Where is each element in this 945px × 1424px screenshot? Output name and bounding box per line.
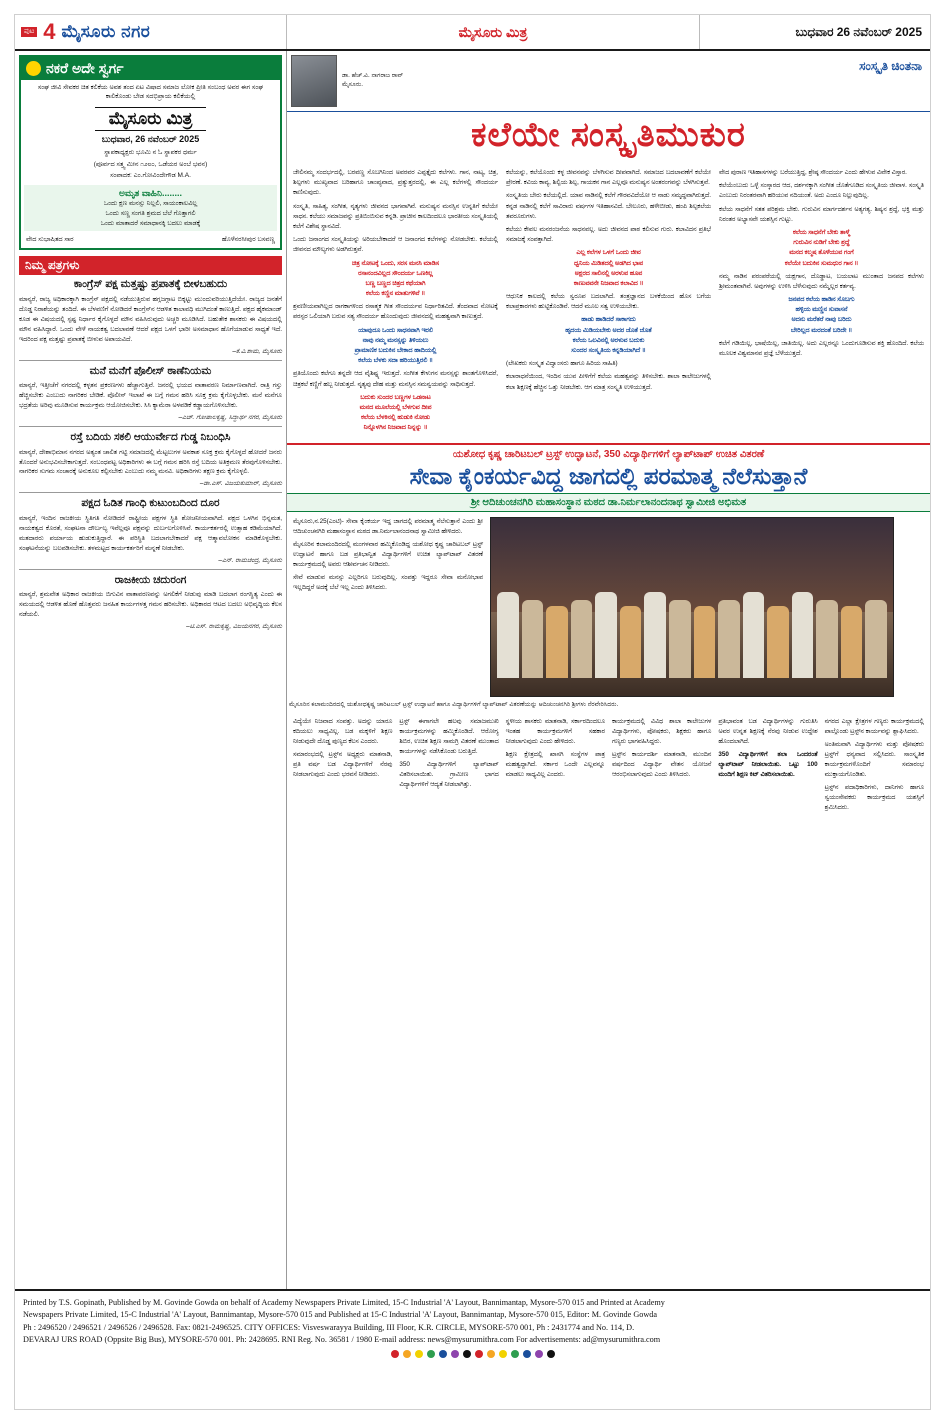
author-meta [342,55,403,90]
footer-line-1: Newspapers Private Limited, 15-C Industrial 'A' Layout, Bannimantap, Mysore-570 015 and Published at 15-C Industrial 'A' Layout, Bannimantap, Mysore-570 015, Editor: M. Govinde Gowda [23,1310,657,1320]
letter-title: ರಸ್ತೆ ಬದಿಯ ಸಕಲಿ ಆಯುರ್ವೇದ ಗುಡ್ಡ ನಿಬಂಧಿಸಿ [70,431,231,443]
amrita-vahini-line-0: ಒಂದು ಕ್ಷಣ ಮನಸ್ಸು ನಿಲ್ಲಲಿ, ಸಾಯಂಕಾಲವಿಲ್ಲ [103,200,198,208]
feature-lead: ಮೈಸೂರು,ನ.25(ಎಂಟಿ)- ಸೇವಾ ಕೈಂಕರ್ಯ ಇದ್ದ ಜಾಗದಲ್ಲಿ ಪರಮಾತ್ಮ ನೆಲೆಸುತ್ತಾನೆ ಎಂದು ಶ್ರೀ ಆದಿಚುಂಚನಗಿರಿ ಮಹಾಸಂಸ್ಥಾನ ಮಠದ ಡಾ.ನಿರ್ಮಲಾನಂದನಾಥ ಸ್ವಾಮೀಜಿ ಹೇಳಿದರು. [293,517,483,535]
feature-para: ಟ್ರಸ್ಟ್ ಈಗಾಗಲೇ ಹಲವು ಸಮಾಜಮುಖಿ ಕಾರ್ಯಕ್ರಮಗಳನ್ನು ಹಮ್ಮಿಕೊಂಡಿದೆ. ಆರೋಗ್ಯ ಶಿಬಿರ, ಉಚಿತ ಶಿಕ್ಷಣ ಸಾಮಗ್ರಿ ವಿತರಣೆ ಮುಂತಾದ ಕಾರ್ಯಗಳನ್ನು ನಡೆಸಿಕೊಂಡು ಬರುತ್ತಿದೆ. [399,717,499,755]
list-item [19,431,282,493]
article-verse: ಜನಪದ ಕಲೆಯ ಹಾಡಿನ ಸೊಬಗು ಹಳ್ಳಿಯ ಮಣ್ಣಿನ ಸುವಾಸನೆ ಅದನು ಮರೆತರೆ ನಾವು ಬರಿದು ಬೇರಿಲ್ಲದ ಮರದಂತೆ ಬರಿದೇ ॥ [788,296,855,334]
article-verse: ಹಾಡು ಹಾಡಿದರೆ ಸಾಕಾಗದು ಹೃದಯ ಮಿಡಿಯಬೇಕು ಅದರ ಜೊತೆ ಜೊತೆ ಕಲೆಯ ಒಲವಿನಲ್ಲಿ ಅರಳುವ ಬದುಕು ಸುಂದರ ಸಂಸ್ಕೃತಿಯ ಕನ್ನಡಿಯಾಗಿದೆ ॥ [565,316,652,354]
feature-para: ನಗರದ ಎಲ್ಲಾ ಕ್ಷೇತ್ರಗಳ ಗಣ್ಯರು ಕಾರ್ಯಕ್ರಮದಲ್ಲಿ ಪಾಲ್ಗೊಂಡು ಟ್ರಸ್ಟ್‌ನ ಕಾರ್ಯವನ್ನು ಶ್ಲಾಘಿಸಿದರು. [824,717,924,735]
feature-para: 350 ವಿದ್ಯಾರ್ಥಿಗಳಿಗೆ ಲ್ಯಾಪ್‌ಟಾಪ್ ವಿತರಿಸಲಾಯಿತು. ಗ್ರಾಮೀಣ ಭಾಗದ ವಿದ್ಯಾರ್ಥಿಗಳಿಗೆ ಆದ್ಯತೆ ನೀಡಲಾಗಿತ್ತು. [399,761,499,789]
list-item [19,278,282,360]
color-dot [511,1350,519,1358]
feature-headline: ಸೇವಾ ಕೈಂಕರ್ಯವಿದ್ದ ಜಾಗದಲ್ಲಿ ಪರಮಾತ್ಮ ನೆಲೆಸುತ್ತಾನೆ [409,462,808,489]
author-name: ಡಾ. ಹೆಚ್.ವಿ. ನಾಗರಾಜ ರಾವ್ [342,72,404,79]
editorial-line-1: (ಪೂರ್ವದ ಸತ್ತ್ವ ಮೀನ ೧೨೮೦, ಒಡೆಯರ ಅಂಬೆ ಭವನ) [93,160,208,168]
main-column [287,51,930,1289]
event-photo [490,517,894,697]
editorial-footer-left: ವೇದ ಸುಭಾಷಿತದ ಸಾರ [26,236,74,244]
editorial-date: ಬುಧವಾರ, 26 ನವೆಂಬರ್ 2025 [101,133,200,144]
article-para: ಸಂಸ್ಕೃತಿ, ಸಾಹಿತ್ಯ, ಸಂಗೀತ, ನೃತ್ಯಗಳು ಜೀವನದ ಭಾಗವಾಗಿವೆ. ಮನುಷ್ಯನ ಮನಸ್ಸಿನ ಉನ್ನತಿಗೆ ಕಲೆಯೇ ಸಾಧನ. ಕಲೆಯು ಸಮಾಜವನ್ನು ಪ್ರತಿಬಿಂಬಿಸುವ ಕನ್ನಡಿ. ಪ್ರಾಚೀನ ಕಾಲದಿಂದಲೂ ಭಾರತೀಯ ಸಂಸ್ಕೃತಿಯಲ್ಲಿ ಕಲೆಗೆ ವಿಶೇಷ ಸ್ಥಾನವಿದೆ. [293,202,498,230]
feature-para: ಮೈಸೂರಿನ ಕಲಾಮಂದಿರದಲ್ಲಿ ಮಂಗಳವಾರ ಹಮ್ಮಿಕೊಂಡಿದ್ದ ಯಶೋಧ ಕೃಷ್ಣ ಚಾರಿಟಬಲ್ ಟ್ರಸ್ಟ್ ಉದ್ಘಾಟನೆ ಹಾಗೂ ಬಡ ಪ್ರತಿಭಾನ್ವಿತ ವಿದ್ಯಾರ್ಥಿಗಳಿಗೆ ಉಚಿತ ಲ್ಯಾಪ್‌ಟಾಪ್ ವಿತರಣೆ ಕಾರ್ಯಕ್ರಮದಲ್ಲಿ ಅವರು ಆಶೀರ್ವಚನ ನೀಡಿದರು. [293,540,483,568]
feature-subhead: ಶ್ರೀ ಆದಿಚುಂಚನಗಿರಿ ಮಹಾಸಂಸ್ಥಾನ ಮಠದ ಡಾ.ನಿರ್ಮಲಾನಂದನಾಥ ಸ್ವಾಮೀಜಿ ಅಭಿಮತ [287,493,930,512]
author-city: ಮೈಸೂರು. [342,81,363,89]
photo-caption: ಮೈಸೂರಿನ ಕಲಾಮಂದಿರದಲ್ಲಿ ಯಶೋಧಕೃಷ್ಣ ಚಾರಿಟಬಲ್ ಟ್ರಸ್ಟ್ ಉದ್ಘಾಟನೆ ಹಾಗೂ ವಿದ್ಯಾರ್ಥಿಗಳಿಗೆ ಲ್ಯಾಪ್‌ಟಾಪ್ ವಿತರಣೆಯನ್ನು ಆದಿಚುಂಚನಗಿರಿ ಶ್ರೀಗಳು ನೆರವೇರಿಸಿದರು. [289,700,619,708]
article-verse: ಚಿತ್ರ ನೋಟಕ್ಕೆ ಒಂದು, ಸರಸ ಮನಸಿ ಮಾಡಿಸ ರಸಾನಂದವಿಲ್ಲದ ಸೌಂದರ್ಯ ಒಣಕಿಲ್ಲ ಬಣ್ಣ ಬಣ್ಣದ ಚಿತ್ರದ ಕಥೆಯಾಗಿ ಕಲೆಯ ಕಣ್ಣಿನ ಮಾತುಗಳಿವೆ ॥ [351,259,440,298]
feature-body-col-6 [825,717,924,817]
masthead-date: ಬುಧವಾರ 26 ನವೆಂಬರ್ 2025 [795,24,922,39]
masthead [15,15,930,51]
color-dot [535,1350,543,1358]
color-dot [403,1350,411,1358]
color-dot [415,1350,423,1358]
article-para: ಒಂದು ಜನಾಂಗದ ಸಂಸ್ಕೃತಿಯನ್ನು ಅರಿಯಬೇಕಾದರೆ ಆ ಜನಾಂಗದ ಕಲೆಗಳನ್ನು ನೋಡಬೇಕು. ಕಲೆಯಲ್ಲಿ ಜೀವನದ ಮೌಲ್ಯಗಳು ಅಡಗಿರುತ್ತವೆ. [293,236,498,254]
registration-color-dots [23,1346,922,1358]
feature-body-col-4 [612,717,711,817]
article-author [287,51,437,111]
list-item [19,497,282,569]
feature-lead-column [293,517,483,697]
page-body [15,51,930,1289]
feature-para: ಪ್ರತಿಭಾವಂತ ಬಡ ವಿದ್ಯಾರ್ಥಿಗಳನ್ನು ಗುರುತಿಸಿ ಅವರ ಉನ್ನತ ಶಿಕ್ಷಣಕ್ಕೆ ನೆರವು ನೀಡುವ ಉದ್ದೇಶ ಹೊಂದಲಾಗಿದೆ. [718,717,818,745]
feature-para: ಸಮಾರಂಭದಲ್ಲಿ ಟ್ರಸ್ಟ್‌ನ ಅಧ್ಯಕ್ಷರು ಮಾತನಾಡಿ, ಪ್ರತಿ ವರ್ಷ ಬಡ ವಿದ್ಯಾರ್ಥಿಗಳಿಗೆ ನೆರವು ನೀಡಲಾಗುವುದು ಎಂದು ಭರವಸೆ ನೀಡಿದರು. [293,750,393,779]
letter-title: ಪಕ್ಷದ ಓಡಿತ ಗಾಂಧಿ ಕುಟುಂಬದಿಂದ ದೂರ [81,497,220,510]
page-number: 4 [43,19,56,44]
photo-people-row [497,558,887,678]
article-para: ಕಲೆಯು ಕೇವಲ ಮನರಂಜನೆಯ ಸಾಧನವಲ್ಲ. ಅದು ಜೀವನದ ಪಾಠ ಕಲಿಸುವ ಗುರು. ಕಲಾವಿದನ ಪ್ರತಿಭೆ ಸಮಾಜಕ್ಕೆ ಸಂಪತ್ತಾಗಿದೆ. [506,225,711,244]
author-photo [291,55,337,107]
letter-body: ಮಾನ್ಯರೆ, ಶ್ರಮವೇತ ಅಧಿಕಾರ ರಾಜಕೀಯ ಬಿಗುವಿನ ವಾತಾವರಣವನ್ನು ಅಗಲಿಕೆಗೆ ನೀಡುವು ಮಾಡಿ ಬದಲಾಗ ರಂಗಸ್ಥಿತ್ಯ ಎಂದು ಈ ಸಮಯದಲ್ಲಿ ಆಡಳಿತ ಹೊಣೆ ಹೊತ್ತವರು ಜನಹಿತ ಕಾರ್ಯಗಳತ್ತ ಗಮನ ಹರಿಸಬೇಕು. ಅಧಿಕಾರದ ಆಟದ ಬದಲು ಅಭಿವೃದ್ಧಿಯ ಕೆಲಸ ನಡೆಯಲಿ. [19,591,282,619]
amrita-vahini-line-2: ಒಂದು ಮಾತಾದರೆ ಸಮಾಧಾನಕ್ಕಿ ಬದಲು ಮಾಡಕ್ಕೆ [100,219,201,227]
lamp-icon [26,61,41,76]
feature-kicker: ಯಶೋಧ ಕೃಷ್ಣ ಚಾರಿಟಬಲ್ ಟ್ರಸ್ಟ್ ಉದ್ಘಾಟನೆ, 350 ವಿದ್ಯಾರ್ಥಿಗಳಿಗೆ ಲ್ಯಾಪ್‌ಟಾಪ್ ಉಚಿತ ವಿತರಣೆ [452,448,765,460]
feature-para: ಸೇವೆ ಮಾಡುವ ಮನಸ್ಸು ಎಲ್ಲರಿಗೂ ಬರುವುದಿಲ್ಲ. ಸಂಪತ್ತು ಇದ್ದರೂ ಸೇವಾ ಮನೋಭಾವ ಇಲ್ಲದಿದ್ದರೆ ಅದಕ್ಕೆ ಬೆಲೆ ಇಲ್ಲ ಎಂದು ತಿಳಿಸಿದರು. [293,573,483,591]
page-label-badge: ಪುಟ [21,27,37,37]
column-tag-bar [437,51,930,75]
footer-line-0: Printed by T.S. Gopinath, Published by M. Govinde Gowda on behalf of Academy Newspapers Private Limited, 15-C Industrial 'A' Layout, Bannimantap, Mysore-570 015 and Printed at Academy [23,1298,665,1307]
letter-body: ಮಾನ್ಯರೆ, ದೇಶಾಭಿಮಾನ ನಗರದ ಅತ್ಯಂತ ಚಾಲಿತ ಗಟ್ಟಿ ಸಮಾಜದಲ್ಲಿ ಮೆಟ್ಟಲುಗಳ ಅವಕಾಶ ಸೂಕ್ತ ಕ್ರಮ ಕೈಗೊಳ್ಳದೆ ಹೋದರೆ ಜನರು ತೊಂದರೆ ಅನುಭವಿಸಬೇಕಾಗುತ್ತದೆ. ಸಂಬಂಧಪಟ್ಟ ಅಧಿಕಾರಿಗಳು ಈ ಬಗ್ಗೆ ಗಮನ ಹರಿಸಿ ರಸ್ತೆ ಬದಿಯ ಅತಿಕ್ರಮಣ ತೆರವುಗೊಳಿಸಬೇಕು. ನಾಗರಿಕರ ಸುಗಮ ಸಂಚಾರಕ್ಕೆ ಅನುಕೂಲ ಕಲ್ಪಿಸಬೇಕು ಎಂಬುದು ನಮ್ಮ ಮನವಿ. ಅಧಿಕಾರಿಗಳು ತಕ್ಷಣ ಕ್ರಮ ಕೈಗೊಳ್ಳಲಿ. [19,448,282,476]
color-dot [475,1350,483,1358]
article-column-1 [293,168,498,437]
feature-para: ವಿದ್ಯೆಯೇ ನಿಜವಾದ ಸಂಪತ್ತು. ಅದನ್ನು ಯಾರೂ ಕದಿಯಲು ಸಾಧ್ಯವಿಲ್ಲ. ಬಡ ಮಕ್ಕಳಿಗೆ ಶಿಕ್ಷಣ ನೀಡುವುದೇ ದೊಡ್ಡ ಪುಣ್ಯದ ಕೆಲಸ ಎಂದರು. [293,717,393,745]
section-title: ಮೈಸೂರು ನಗರ [61,22,151,41]
letters-section-heading: ನಿಮ್ಮ ಪತ್ರಗಳು [19,256,282,275]
color-dot [391,1350,399,1358]
amrita-vahini-line-1: ಒಂದು ಸಣ್ಣ ಸಂಗತಿ ಶ್ರಮದ ಬೆಲೆ ಗೊತ್ತಾಗಲಿ [105,209,196,217]
editorial-line-2: ಸಂಪಾದಕ: ಎಂ.ಗೋವಿಂದೇಗೌಡ M.A. [110,172,191,180]
color-dot [451,1350,459,1358]
editorial-box [19,55,282,250]
footer-line-2: Ph : 2496520 / 2496521 / 2496526 / 2496528. Fax: 0821-2496525. CITY OFFICES: Visveswarayya Building, III Floor, K.R. CIRCLE, MYSORE-570 001, Ph : 2431774 and No. 114, D. [23,1322,635,1332]
feature-photo [490,517,894,697]
feature-body-col-1 [293,717,392,817]
feature-story [287,443,930,817]
feature-para: ಟ್ರಸ್ಟ್‌ನ ಕಾರ್ಯದರ್ಶಿ ಮಾತನಾಡಿ, ಮುಂದಿನ ವರ್ಷದಿಂದ ವಿದ್ಯಾರ್ಥಿ ವೇತನ ಯೋಜನೆ ಆರಂಭಿಸಲಾಗುವುದು ಎಂದು ತಿಳಿಸಿದರು. [611,750,712,779]
letter-signature: –ಎಚ್. ಗೋಪಾಲಕೃಷ್ಣ, ಸಿದ್ಧಾರ್ಥ ನಗರ, ಮೈಸೂರು [178,414,282,421]
feature-body-row [287,712,930,817]
letter-title: ರಾಜಕೀಯ ಚದುರಂಗ [114,573,187,586]
article-para: ಶ್ರವಣೀಯವಾಗಿಲ್ಲದ ರಾಗಕಾಗಳಿಂದ ರಸಾತ್ಮಕ ಗೀತ ಸೌಂದರ್ಯವ ನಿರ್ಧಾರಿತವಿದೆ. ತೆಂದವಾದ ನೋಟಕ್ಕೆ ಪರಸ್ಪರ ಒಲಿಯಾಗಿ ಬರುವ ಸತ್ಯ ಸೌಂದರ್ಯ ಹೊಂದುವುದು ಜೀವನದಲ್ಲಿ ಮಹತ್ವವಾಗಿ ಕಾಣುತ್ತದೆ. [293,303,498,321]
editorial-box-footer [21,234,280,248]
article-para: ಪ್ರತಿಯೊಂದು ಕಲೆಗೂ ತನ್ನದೇ ಆದ ವೈಶಿಷ್ಟ್ಯ ಇರುತ್ತದೆ. ಸಂಗೀತ ಕೇಳುಗನ ಮನಸ್ಸನ್ನು ಶಾಂತಗೊಳಿಸಿದರೆ, ಚಿತ್ರಕಲೆ ಕಣ್ಣಿಗೆ ಹಬ್ಬ ನೀಡುತ್ತದೆ. ನೃತ್ಯವು ದೇಹ ಮತ್ತು ಮನಸ್ಸಿನ ಸಮನ್ವಯವನ್ನು ಸಾಧಿಸುತ್ತದೆ. [293,370,498,388]
letter-title: ಮನೆ ಮನೆಗೆ ಪೊಲೀಸ್ ಠಾಣೆನಿಯಮ [89,364,212,377]
letter-body: ಮಾನ್ಯರೆ, ಇತ್ತೀಚೆಗೆ ನಗರದಲ್ಲಿ ಕಳ್ಳತನ ಪ್ರಕರಣಗಳು ಹೆಚ್ಚಾಗುತ್ತಿವೆ. ಜನರಲ್ಲಿ ಭಯದ ವಾತಾವರಣ ನಿರ್ಮಾಣವಾಗಿದೆ. ರಾತ್ರಿ ಗಸ್ತು ಹೆಚ್ಚಿಸಬೇಕು ಎಂಬುದು ನಾಗರಿಕರ ಬೇಡಿಕೆ. ಪೊಲೀಸ್ ಇಲಾಖೆ ಈ ಬಗ್ಗೆ ಗಮನ ಹರಿಸಿ ಸೂಕ್ತ ಕ್ರಮ ಕೈಗೊಳ್ಳಬೇಕು. ಮನೆ ಮನೆಗೂ ಭದ್ರತೆಯ ಅರಿವು ಮೂಡಿಸುವ ಕಾರ್ಯಕ್ರಮ ಆಯೋಜಿಸಬೇಕು. ಸಿಸಿ ಕ್ಯಾಮೆರಾ ಅಳವಡಿಕೆ ಕಡ್ಡಾಯಗೊಳಿಸಬೇಕು. [19,382,282,410]
feature-para: ಟ್ರಸ್ಟ್‌ನ ಪದಾಧಿಕಾರಿಗಳು, ದಾನಿಗಳು ಹಾಗೂ ಸ್ವಯಂಸೇವಕರು ಕಾರ್ಯಕ್ರಮದ ಯಶಸ್ಸಿಗೆ ಶ್ರಮಿಸಿದರು. [824,784,924,812]
editorial-box-title: ನಕರೆ ಅದೇ ಸ್ವರ್ಗ [46,60,124,76]
list-item [19,574,282,635]
editorial-box-header [21,57,280,80]
article-verse: ಕಲೆಯ ಸಾಧನೆಗೆ ಬೇಕು ತಾಳ್ಮೆ ಗುರುವಿನ ನುಡಿಗೆ ಬೇಕು ಶ್ರದ್ಧೆ ಮನದ ಕಲ್ಮಷ ತೊಳೆಯುವ ಗಂಗೆ ಕಲೆಯೇ ಬದುಕಿನ ಸುಮಧುರ ಗಾನ ॥ [784,228,859,267]
editorial-footer-right: ಹೊಳೆನರಸೀಪುರ ಬಸವಣ್ಣ [221,236,275,244]
article-para: ಜೇಲಿನಮ್ಮ ಸಂದರ್ಭದಲ್ಲಿ, ಬರವಣ್ಣ ಸೊಬಗಿನಿಂದ ಅವರವರ ಎಪ್ಪತ್ತೈದು ಕಲೆಗಳು. ಗಾನ, ನಾಟ್ಯ, ಚಿತ್ರ, ಶಿಲ್ಪಗಳು ಮುಖ್ಯವಾದ ಬರಿಹಾಗೂ ಚಾಂಪ್ಯವಾದ, ಪ್ರತ್ಯುತ್ತರದಲ್ಲಿ, ಈ ಎಲ್ಲ ಕಲೆಗಳಲ್ಲಿ ಸೌಂದರ್ಯ ಕಾಣಿಸುವುದು. [293,169,498,197]
article-para: ವೇದ ಪುರಾಣ ಇತಿಹಾಸಗಳನ್ನು ಬರೆಯುತ್ತಿದ್ದ, ಶ್ರೇಷ್ಠ ಸೌಂದರ್ಯ ಎಂದು ಹೇಳುವ ವಿವೇಕ ವಿಸ್ತಾರ. [719,169,907,176]
color-dot [523,1350,531,1358]
article-para: ಕಲೆಯೆಂಬುದು ಒಳ್ಳೆ ಸಂಸ್ಕಾರದ ಆದ, ದರ್ಶನಕ್ಕಾಗಿ ಸಂಗೀತ ಜೊತೆಗೂಡಿದ ಸಂಸ್ಕೃತಿಯ ಜೀವಾಳ. ಸಂಸ್ಕೃತಿ ಎಂಬುದು ನಿರಂತರವಾಗಿ ಹರಿಯುವ ನದಿಯಂತೆ. ಅದು ಎಂದೂ ನಿಲ್ಲುವುದಿಲ್ಲ. [719,182,924,200]
letter-signature: –ಕೆ.ವಿ.ಶಾಮ, ಮೈಸೂರು [232,347,282,355]
list-item [19,365,282,427]
article-column-3 [719,168,924,437]
letter-body: ಮಾನ್ಯರೆ, ಇಂದಿನ ರಾಜಕೀಯ ಸ್ಥಿತಿಗತಿ ನೋಡಿದರೆ ರಾಷ್ಟ್ರೀಯ ಪಕ್ಷಗಳ ಸ್ಥಿತಿ ಶೋಚನೀಯವಾಗಿದೆ. ಪಕ್ಷದ ಒಳಗಿನ ಭಿನ್ನಮತ, ನಾಯಕತ್ವದ ಕೊರತೆ, ಸಂಘಟನಾ ದೌರ್ಬಲ್ಯ ಇವೆಲ್ಲವೂ ಪಕ್ಷವನ್ನು ದುರ್ಬಲಗೊಳಿಸಿವೆ. ಕಾರ್ಯಕರ್ತರಲ್ಲಿ ಉತ್ಸಾಹ ಕಡಿಮೆಯಾಗಿದೆ. ಮತದಾರರು ಪರ್ಯಾಯ ಹುಡುಕುತ್ತಿದ್ದಾರೆ. ಈ ಪರಿಸ್ಥಿತಿ ಬದಲಾಗಬೇಕಾದರೆ ಪಕ್ಷ ಆತ್ಮಾವಲೋಕನ ಮಾಡಿಕೊಳ್ಳಬೇಕು. ಸಂಘಟನೆಯನ್ನು ಬಲಪಡಿಸಬೇಕು. ತಳಮಟ್ಟದ ಕಾರ್ಯಕರ್ತರಿಗೆ ಮನ್ನಣೆ ನೀಡಬೇಕು. [19,515,282,552]
article-para: ಕಲೆಯ ಸಾಧನೆಗೆ ಸತತ ಪರಿಶ್ರಮ ಬೇಕು. ಗುರುವಿನ ಮಾರ್ಗದರ್ಶನ ಅತ್ಯಗತ್ಯ. ಶಿಷ್ಯನ ಶ್ರದ್ಧೆ, ಭಕ್ತಿ ಮತ್ತು ನಿರಂತರ ಅಭ್ಯಾಸವೇ ಯಶಸ್ಸಿನ ಗುಟ್ಟು. [719,205,924,223]
letter-body: ಮಾನ್ಯರೆ, ರಾಜ್ಯ ಅಧಿಕಾರಕ್ಕಾಗಿ ಕಾಂಗ್ರೆಸ್ ಪಕ್ಷದಲ್ಲಿ ನಡೆಯುತ್ತಿರುವ ಹಗ್ಗಜಗ್ಗಾಟ ಬಿಕ್ಕಟ್ಟು ಮುಂದುವರಿಯುತ್ತಿದೆಯೇ. ರಾಜ್ಯದ ಜನತೆಗೆ ದೊಡ್ಡ ನಿರಾಶೆಯನ್ನು ತಂದಿದೆ. ಈ ಬೆಳವಣಿಗೆ ನೋಡಿದರೆ ಕಾಂಗ್ರೆಸ್‌ನ ಆಡಳಿತ ಕಾಲಾವಧಿ ಮುಗಿದಂತೆ ಕಾಣುತ್ತಿದೆ. ಪಕ್ಷದ ಹೈಕಮಾಂಡ್ ಕೂಡ ಈ ವಿಷಯದಲ್ಲಿ ಸ್ಪಷ್ಟ ನಿರ್ಧಾರ ಕೈಗೊಳ್ಳದೆ ಮೌನ ವಹಿಸಿರುವುದು ಅಚ್ಚರಿ ಮೂಡಿಸಿದೆ. ಬಹುತೇಕ ಶಾಸಕರು ಈ ವಿಷಯದಲ್ಲಿ ಮೌನ ವಹಿಸಿದ್ದಾರೆ. ಒಂದು ವೇಳೆ ನಾಯಕತ್ವ ಬದಲಾವಣೆ ಆದರೆ ಪಕ್ಷದ ಒಳಗೆ ಭಾರೀ ಅಸಮಾಧಾನ ಹೊಗೆಯಾಡುವ ಸಾಧ್ಯತೆ ಇದೆ. ಇದರಿಂದ ಪಕ್ಷ ಮತ್ತಷ್ಟು ಪ್ರಪಾತಕ್ಕೆ ಬೀಳುವ ಅಪಾಯವಿದೆ. [19,295,282,343]
article-headline: ಕಲೆಯೇ ಸಂಸ್ಕೃತಿಮುಕುರ [471,116,746,154]
article-para: ಸಂಸ್ಕೃತಿಯ ಬೇರು ಕಲೆಯಲ್ಲಿದೆ. ಯಾವ ನಾಡಿನಲ್ಲಿ ಕಲೆಗೆ ಗೌರವವಿದೆಯೋ ಆ ನಾಡು ಸಮೃದ್ಧವಾಗಿರುತ್ತದೆ. ಕನ್ನಡ ನಾಡಿನಲ್ಲಿ ಕಲೆಗೆ ಸಾವಿರಾರು ವರ್ಷಗಳ ಇತಿಹಾಸವಿದೆ. ಬೇಲೂರು, ಹಳೇಬೀಡು, ಹಂಪಿ ಶಿಲ್ಪಕಲೆಯ ತವರೂರುಗಳು. [506,192,711,220]
amrita-vahini-header: ಅಮೃತ ವಾಹಿನಿ........ [119,188,182,199]
paper-name-text: ಮೈಸೂರು ಮಿತ್ರ [458,23,528,40]
feature-para: ಶಿಕ್ಷಣ ಕ್ಷೇತ್ರದಲ್ಲಿ ಖಾಸಗಿ ಸಂಸ್ಥೆಗಳ ಪಾತ್ರ ಮಹತ್ವದ್ದಾಗಿದೆ. ಸರ್ಕಾರ ಒಂದೇ ಎಲ್ಲವನ್ನೂ ಮಾಡಲು ಸಾಧ್ಯವಿಲ್ಲ ಎಂದರು. [505,750,605,779]
feature-para: 350 ವಿದ್ಯಾರ್ಥಿಗಳಿಗೆ ತಲಾ ಒಂದರಂತೆ ಲ್ಯಾಪ್‌ಟಾಪ್ ನೀಡಲಾಯಿತು. ಒಟ್ಟು 100 ಮಂದಿಗೆ ಶಿಕ್ಷಣ ಕಿಟ್ ವಿತರಿಸಲಾಯಿತು. [718,750,818,779]
article-para: ಕಲೆಯನ್ನು, ಕಲೆಯೊಂದು ಕಳ್ಳ ಜೀವನವನ್ನು ಬೆಳಗಿಸುವ ದೀಪವಾಗಿದೆ. ಸಮಾಜದ ಬದಲಾವಣೆಗೆ ಕಲೆಯೇ ಪ್ರೇರಣೆ. ಕವಿಯ ಕಾವ್ಯ, ಶಿಲ್ಪಿಯ ಶಿಲ್ಪ, ಗಾಯಕನ ಗಾನ ಎಲ್ಲವೂ ಮನುಷ್ಯನ ಅಂತರಂಗವನ್ನು ಬೆಳಗಿಸುತ್ತವೆ. [506,169,711,187]
letter-title: ಕಾಂಗ್ರೆಸ್ ಪಕ್ಷ ಮತ್ತಷ್ಟು ಪ್ರಪಾತಕ್ಕೆ ಬೀಳಬಹುದು [73,278,228,291]
article-header [287,51,930,112]
paper-logo-text: ಮೈಸೂರು ಮಿತ್ರ [95,107,207,131]
newspaper-page [14,14,931,1410]
feature-top-row [287,512,930,697]
paper-logo [21,105,280,132]
left-column [15,51,287,1289]
article-para: ನಮ್ಮ ನಾಡಿನ ಪರಂಪರೆಯಲ್ಲಿ ಯಕ್ಷಗಾನ, ದೊಡ್ಡಾಟ, ಬಯಲಾಟ ಮುಂತಾದ ಜನಪದ ಕಲೆಗಳು ಶ್ರೀಮಂತವಾಗಿವೆ. ಅವುಗಳನ್ನು ಉಳಿಸಿ ಬೆಳೆಸುವುದು ನಮ್ಮೆಲ್ಲರ ಕರ್ತವ್ಯ. [719,272,924,290]
article-para: ಕಲೆಗೆ ಗಡಿಯಿಲ್ಲ, ಭಾಷೆಯಿಲ್ಲ, ಜಾತಿಯಿಲ್ಲ. ಅದು ಎಲ್ಲರನ್ನೂ ಒಂದುಗೂಡಿಸುವ ಶಕ್ತಿ ಹೊಂದಿದೆ. ಕಲೆಯ ಮೂಲಕ ವಿಶ್ವಮಾನವ ಪ್ರಜ್ಞೆ ಬೆಳೆಯುತ್ತದೆ. [719,339,924,357]
article-title-area [437,51,930,111]
article-column-2 [506,168,711,437]
article-para: (ಲೇಖಕರು ಸಂಸ್ಕೃತ ವಿದ್ವಾಂಸರು ಹಾಗೂ ಹಿರಿಯ ಸಾಹಿತಿ) [506,360,618,368]
color-dot [547,1350,555,1358]
page-footer [15,1289,930,1364]
color-dot [463,1350,471,1358]
letter-signature: –ಡಾ.ಎಸ್. ವಿಜಯಕುಮಾರ್, ಮೈಸೂರು [199,480,282,488]
masthead-left [15,15,287,49]
feature-body-col-2 [399,717,498,817]
article-verse: ಯಾವುದೂ ಒಂದು ಸಾಧನವಾಗಿ ಇರಲಿ ನಾವು ನಮ್ಮ ಮನಸ್ಸನ್ನು ತಿಳಿಯಲು ಪ್ರಾಮಾಣಿಕ ಬದುಕಿನ ಬೇಕಾದ ಹಾದಿಯಲ್ಲಿ ಕಲೆಯ ಬೆಳಕು ಸದಾ ಹರಿಯುತ್ತಿರಲಿ ॥ [354,326,437,365]
letter-signature: –ಎನ್. ರಾಮಚಂದ್ರ, ಮೈಸೂರು [218,556,282,564]
color-dot [487,1350,495,1358]
article-columns [287,163,930,437]
article-para: ಕಲಾರಾಧನೆಯಿಂದ, ಇಂದಿನ ಯುವ ಪೀಳಿಗೆಗೆ ಕಲೆಯ ಮಹತ್ವವನ್ನು ತಿಳಿಸಬೇಕು. ಶಾಲಾ ಕಾಲೇಜುಗಳಲ್ಲಿ ಕಲಾ ಶಿಕ್ಷಣಕ್ಕೆ ಹೆಚ್ಚಿನ ಒತ್ತು ನೀಡಬೇಕು. ಆಗ ಮಾತ್ರ ಸಂಸ್ಕೃತಿ ಉಳಿಯುತ್ತದೆ. [506,373,711,391]
footer-line-3: DEVARAJ URS ROAD (Oppsite Big Bus), MYSORE-570 001. Ph: 2428695. RNI Reg. No. 36581 / 1980 E-mail address: news@mysurumithra.com For advertisements: ad@mysurumithra.com [23,1334,661,1344]
feature-para: ಅಂತಿಮವಾಗಿ ವಿದ್ಯಾರ್ಥಿಗಳು ಮತ್ತು ಪೋಷಕರು ಟ್ರಸ್ಟ್‌ಗೆ ಧನ್ಯವಾದ ಸಲ್ಲಿಸಿದರು. ಸಾಂಸ್ಕೃತಿಕ ಕಾರ್ಯಕ್ರಮಗಳೊಂದಿಗೆ ಸಮಾರಂಭ ಮುಕ್ತಾಯಗೊಂಡಿತು. [824,740,924,779]
column-tag: ಸಂಸ್ಕೃತಿ ಚಿಂತನಾ [859,59,922,73]
feature-body-col-3 [506,717,605,817]
article-para: ಆಧುನಿಕ ಕಾಲದಲ್ಲಿ ಕಲೆಯ ಸ್ವರೂಪ ಬದಲಾಗಿದೆ. ತಂತ್ರಜ್ಞಾನದ ಬಳಕೆಯಿಂದ ಹೊಸ ಬಗೆಯ ಕಲಾಪ್ರಕಾರಗಳು ಹುಟ್ಟಿಕೊಂಡಿವೆ. ಆದರೆ ಮೂಲ ಸತ್ವ ಉಳಿಯಬೇಕು. [506,293,711,311]
feature-body-col-5 [718,717,817,817]
article-verse: ಎಲ್ಲ ಕಲೆಗಳ ಒಳಗೆ ಒಂದು ಜೀವ ಧ್ವನಿಯ ಮಿಡಿತದಲ್ಲಿ ಅಡಗಿದ ಭಾವ ಅಕ್ಷರದ ಸಾಲಿನಲ್ಲಿ ಅರಳುವ ಹೂವ ಕಾಣುವವನೇ ನಿಜವಾದ ಕಲಾವಿದ ॥ [573,249,644,287]
amrita-vahini-box [24,185,277,231]
feature-para: ಸ್ಥಳೀಯ ಶಾಸಕರು ಮಾತನಾಡಿ, ಸರ್ಕಾರದಿಂದಲೂ ಇಂತಹ ಕಾರ್ಯಕ್ರಮಗಳಿಗೆ ಸಹಕಾರ ನೀಡಲಾಗುವುದು ಎಂದು ಹೇಳಿದರು. [505,717,605,745]
letter-signature: –ಟಿ.ಎಸ್. ರಾಮಕೃಷ್ಣ, ವಿಜಯನಗರ, ಮೈಸೂರು [186,623,282,631]
color-dot [427,1350,435,1358]
editorial-box-subtext: ಸಂಘ ಜೀವಿ ಸೇವಕರ ಚಿತ ಕಲಿಕೆಯ ಅವಶ ತಂದ ಏಟ ವಿಷಾದ ಸಮಾಜ ಲೋಕ ಪ್ರೀತಿ ಸಂಬಂಧ ಅವರ ಈಗ ಸಂಘ ಕಾಲಿಕೊಂಡು ಬೇಡ ಸದಭಿಪ್ರಾಯ ಕಲಿಕೆಯಲ್ಲಿ [37,84,264,101]
masthead-paper-name [287,15,700,49]
color-dot [439,1350,447,1358]
editorial-line-0: ಸ್ಥಾಪಕಾಧ್ಯಕ್ಷರು ಭೂಮಿ ನ ಓ ಸ್ಥಾಪಕರ ಧರ್ಮ [104,148,197,156]
article-verse: ಬದುಕು ಸುಂದರ ಬಣ್ಣಗಳ ಒಡನಾಟ ಮನದ ಮೂಲೆಯಲ್ಲಿ ಬೆಳಗುವ ದೀಪ ಕಲೆಯ ಬೆಳಕಿನಲ್ಲಿ ಹುಡುಕಿ ನೋಡು ನಿನ್ನೊಳಗಿನ ನಿಜವಾದ ನಿನ್ನನ್ನು ॥ [359,393,432,432]
feature-para: ಕಾರ್ಯಕ್ರಮದಲ್ಲಿ ವಿವಿಧ ಶಾಲಾ ಕಾಲೇಜುಗಳ ವಿದ್ಯಾರ್ಥಿಗಳು, ಪೋಷಕರು, ಶಿಕ್ಷಕರು ಹಾಗೂ ಗಣ್ಯರು ಭಾಗವಹಿಸಿದ್ದರು. [611,717,712,745]
color-dot [499,1350,507,1358]
